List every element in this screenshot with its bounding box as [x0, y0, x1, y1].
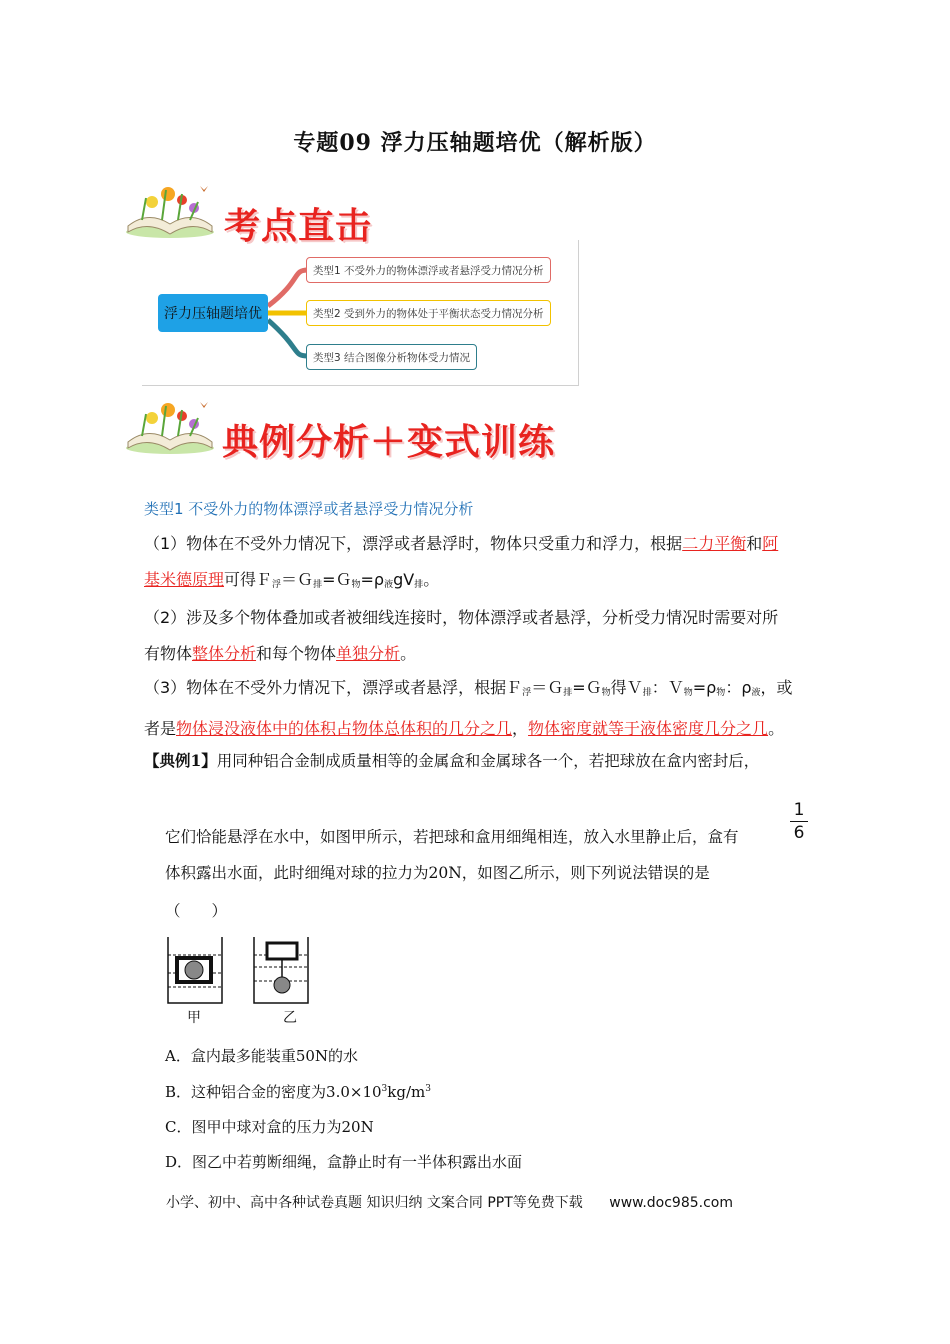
text: （1）物体在不受外力情况下，漂浮或者悬浮时，物体只受重力和浮力，根据 — [144, 534, 683, 553]
subscript: 排 — [313, 580, 323, 590]
example-text: 用同种铝合金制成质量相等的金属盒和金属球各一个，若把球放在盒内密封后， — [216, 752, 760, 770]
text: （2）涉及多个物体叠加或者被细线连接时，物体漂浮或者悬浮，分析受力情况时需要对所 — [144, 608, 779, 627]
fraction — [790, 800, 808, 843]
figure-label-jia: 甲 — [187, 1010, 201, 1026]
text: gV — [393, 570, 415, 589]
text: ＝Ｇ — [281, 570, 314, 589]
banner-heading-1: 考点直击 — [224, 206, 373, 247]
text: （3）物体在不受外力情况下，漂浮或者悬浮，根据Ｆ — [144, 678, 523, 697]
text: 得Ｖ — [610, 678, 643, 697]
mind-map-root: 浮力压轴题培优 — [158, 294, 268, 332]
mind-map-node-2: 类型2 受到外力的物体处于平衡状态受力情况分析 — [306, 300, 551, 326]
text: 和每个物体 — [256, 644, 337, 663]
option-b-text: B．这种铝合金的密度为3.0×10 — [165, 1083, 382, 1101]
text: 。 — [400, 644, 417, 663]
option-b — [165, 1081, 431, 1102]
mind-map-node-3: 类型3 结合图像分析物体受力情况 — [306, 344, 477, 370]
text: 。 — [423, 570, 440, 589]
subscript: 排 — [414, 580, 424, 590]
text: 有物体 — [144, 644, 193, 663]
figure-containers — [165, 935, 325, 1007]
book-flower-icon — [122, 396, 218, 460]
fraction-numerator: 1 — [793, 800, 805, 820]
text: ：Ｖ — [651, 678, 684, 697]
text: ， — [512, 719, 529, 738]
key-term: 基米德原理 — [144, 570, 225, 589]
text: ＝Ｇ — [531, 678, 564, 697]
text: =Ｇ — [322, 570, 352, 589]
text: ，或 — [760, 678, 793, 697]
text: 和 — [746, 534, 763, 553]
text: 。 — [768, 719, 785, 738]
option-b-unit: kg/m — [387, 1083, 426, 1101]
subscript: 液 — [751, 688, 761, 698]
example-label: 【典例1】 — [144, 751, 217, 770]
subscript: 排 — [563, 688, 573, 698]
footer-text: 小学、初中、高中各种试卷真题 知识归纳 文案合同 PPT等免费下载 — [166, 1195, 583, 1211]
text: ：ρ — [725, 678, 752, 697]
text: 可得Ｆ — [224, 570, 273, 589]
container-yi — [254, 937, 308, 1003]
text: =Ｇ — [572, 678, 602, 697]
key-term: 阿 — [762, 534, 779, 553]
text: =ρ — [360, 570, 385, 589]
key-term: 单独分析 — [336, 644, 401, 663]
section-heading: 类型1 不受外力的物体漂浮或者悬浮受力情况分析 — [144, 500, 474, 518]
page-title: 专题09 浮力压轴题培优（解析版） — [293, 130, 657, 156]
key-term: 二力平衡 — [682, 534, 747, 553]
footer — [166, 1192, 733, 1212]
subscript: 浮 — [272, 580, 282, 590]
text: 者是 — [144, 719, 177, 738]
subscript: 物 — [683, 688, 693, 698]
superscript: 3 — [425, 1084, 431, 1094]
paragraph-3 — [144, 670, 812, 747]
fraction-denominator: 6 — [793, 823, 805, 843]
subscript: 浮 — [522, 688, 532, 698]
banner-heading-2: 典例分析＋变式训练 — [222, 422, 556, 463]
mind-map — [142, 240, 579, 386]
option-a: A．盒内最多能装重50N的水 — [165, 1047, 359, 1065]
book-flower-icon — [122, 180, 218, 244]
subscript: 物 — [351, 580, 361, 590]
option-c: C．图甲中球对盒的压力为20N — [165, 1118, 374, 1136]
figure-label-yi: 乙 — [283, 1010, 297, 1026]
subscript: 物 — [601, 688, 611, 698]
example-line-4: （ ） — [165, 902, 228, 920]
text: =ρ — [692, 678, 717, 697]
paragraph-2 — [144, 600, 812, 672]
subscript: 排 — [642, 688, 652, 698]
superscript: 3 — [381, 1084, 388, 1094]
example-line-2: 它们恰能悬浮在水中，如图甲所示，若把球和盒用细绳相连，放入水里静止后，盒有 — [165, 828, 739, 846]
key-term: 物体密度就等于液体密度几分之几 — [528, 719, 769, 738]
example-line-1 — [144, 744, 759, 778]
example-line-3: 体积露出水面，此时细绳对球的拉力为20N，如图乙所示，则下列说法错误的是 — [165, 864, 710, 882]
key-term: 整体分析 — [192, 644, 257, 663]
footer-url[interactable]: www.doc985.com — [609, 1195, 733, 1211]
container-jia — [168, 937, 222, 1003]
key-term: 物体浸没液体中的体积占物体总体积的几分之几 — [176, 719, 513, 738]
option-d: D．图乙中若剪断细绳，盒静止时有一半体积露出水面 — [165, 1153, 523, 1171]
subscript: 液 — [384, 580, 394, 590]
subscript: 物 — [716, 688, 726, 698]
mind-map-node-1: 类型1 不受外力的物体漂浮或者悬浮受力情况分析 — [306, 257, 551, 283]
paragraph-1 — [144, 526, 812, 603]
